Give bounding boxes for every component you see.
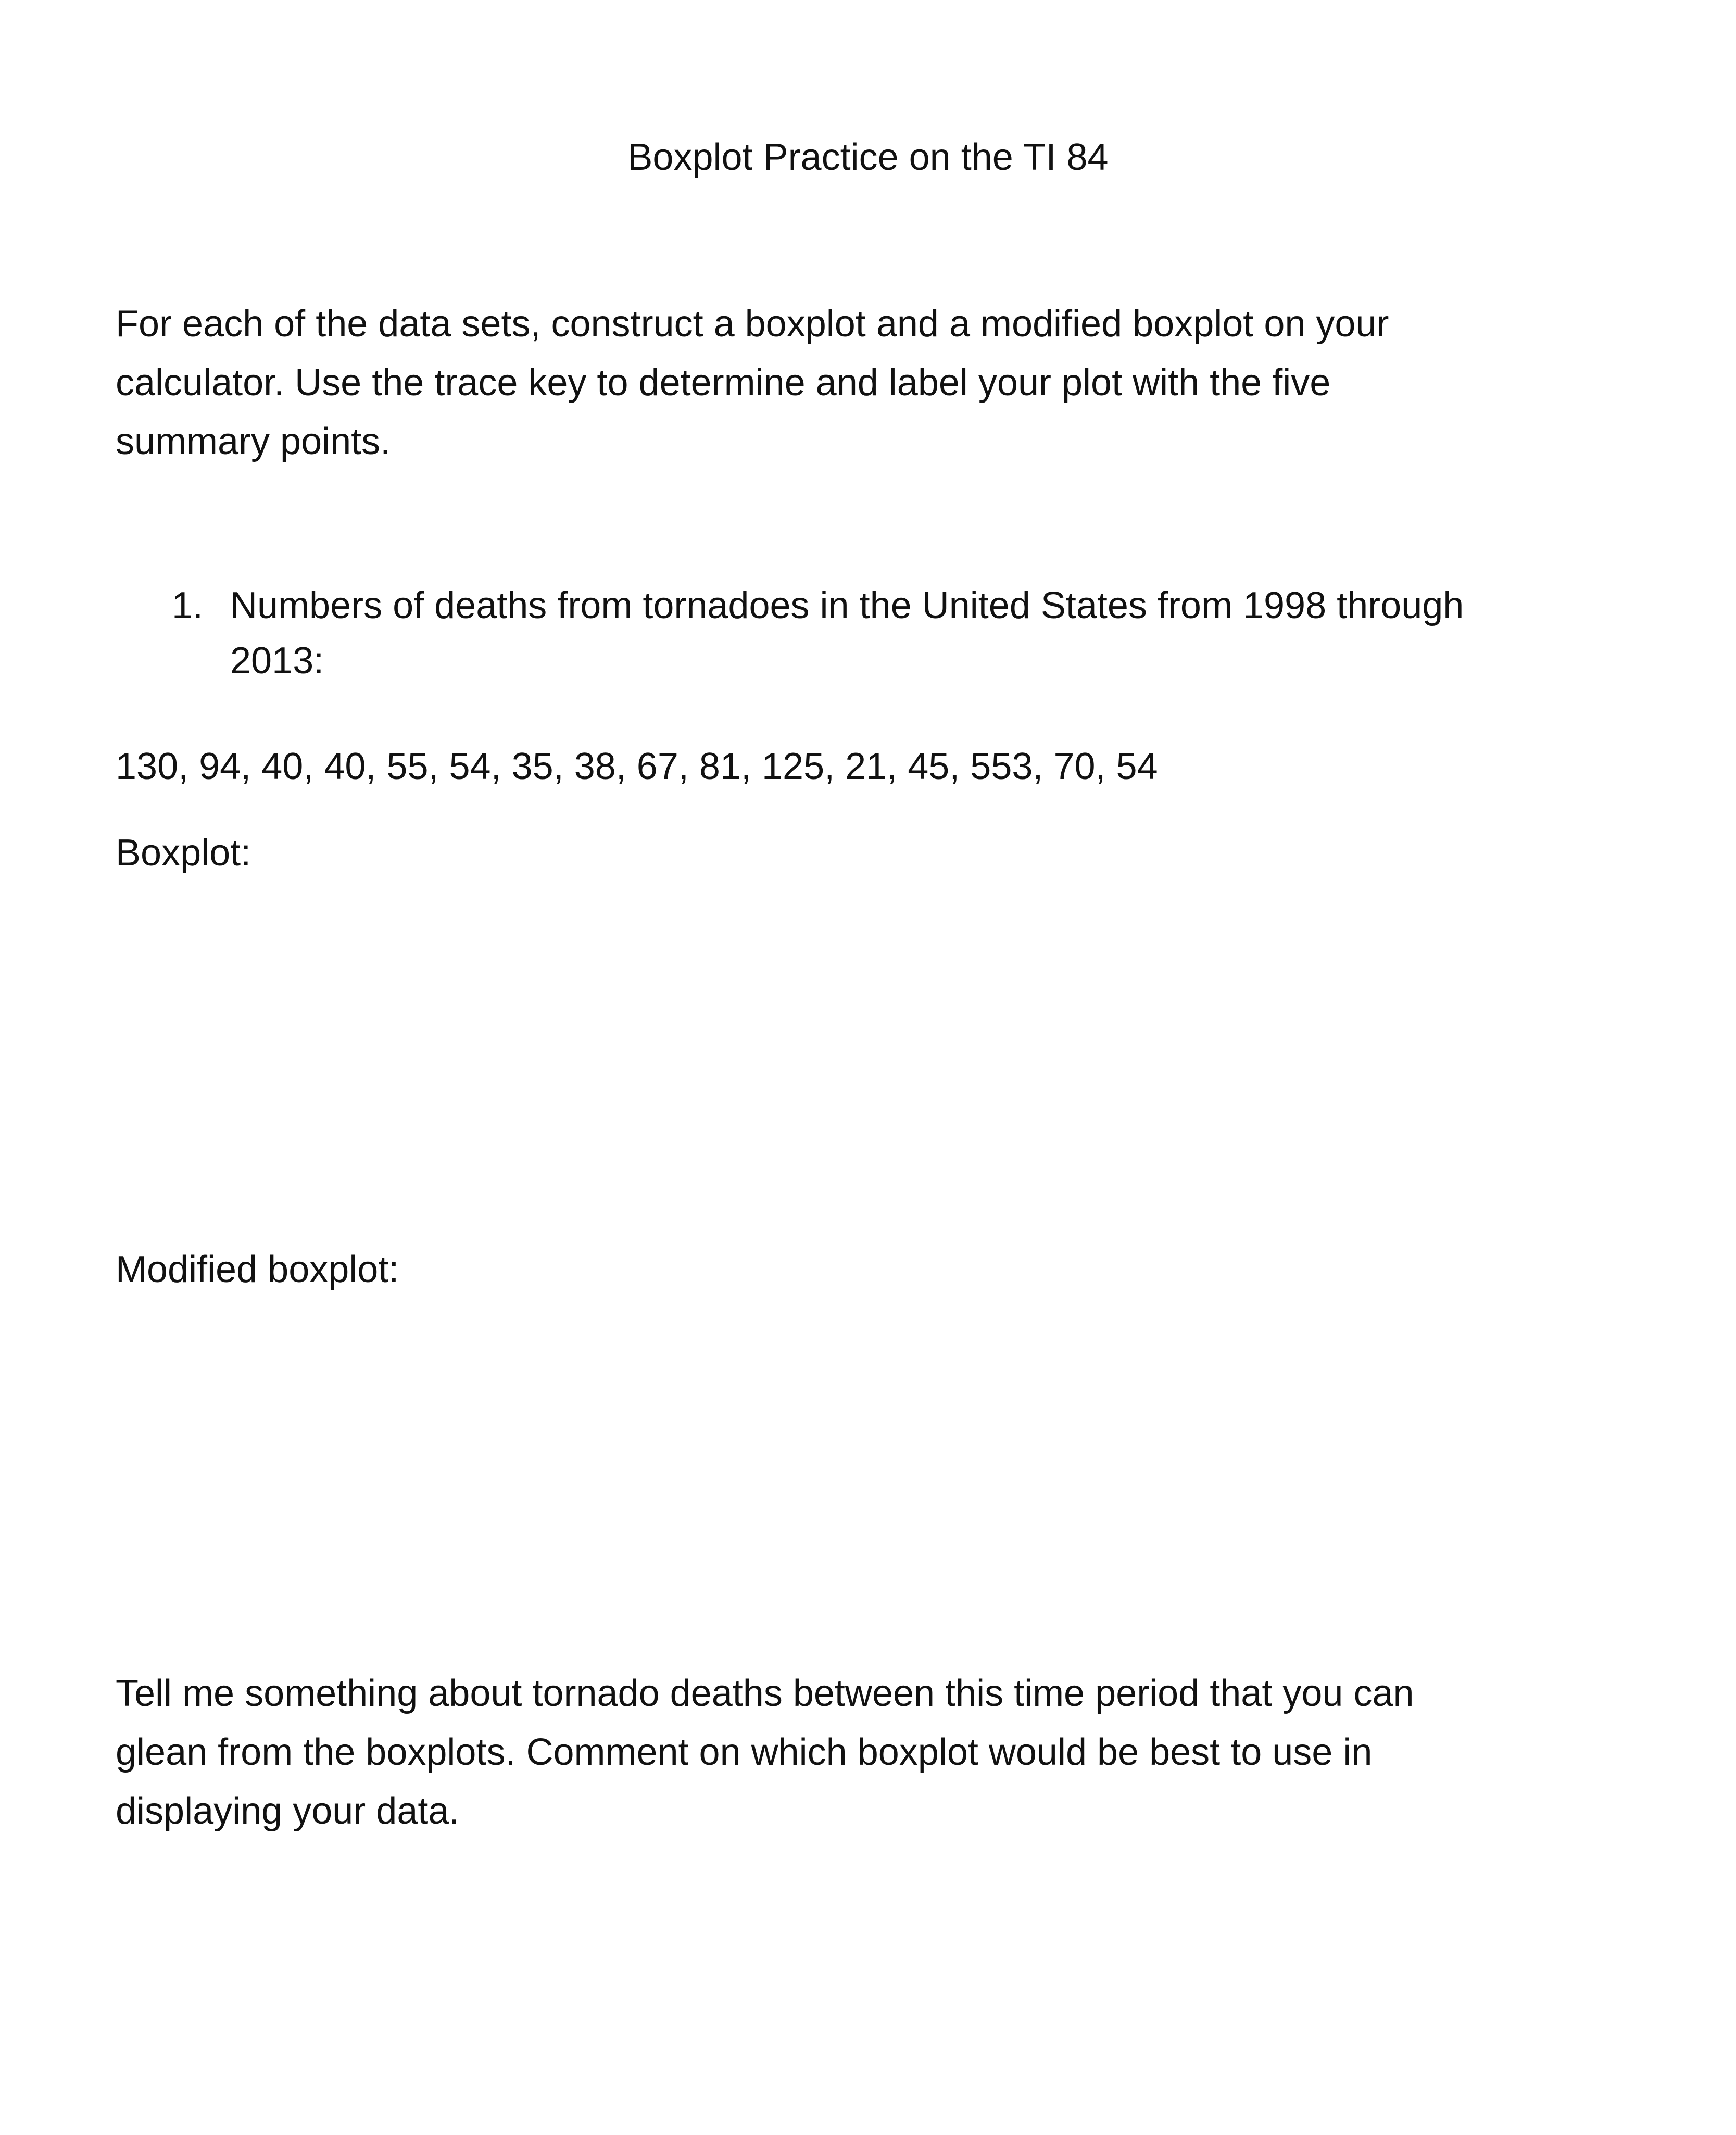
closing-question — [116, 1664, 1626, 1841]
question-text — [230, 578, 1636, 688]
closing-answer-space[interactable] — [116, 1854, 1626, 2104]
instructions-line: calculator. Use the trace key to determine and label your plot with the five — [116, 362, 1331, 404]
instructions-paragraph — [116, 295, 1626, 471]
instructions-line: summary points. — [116, 421, 391, 462]
instructions-line: For each of the data sets, construct a boxplot and a modified boxplot on your — [116, 303, 1389, 345]
closing-line: glean from the boxplots. Comment on which boxplot would be best to use in — [116, 1731, 1373, 1773]
modified-boxplot-answer-space[interactable] — [116, 1302, 1626, 1635]
question-line: 2013: — [230, 640, 324, 682]
closing-line: Tell me something about tornado deaths between this time period that you can — [116, 1673, 1414, 1714]
question-line: Numbers of deaths from tornadoes in the United States from 1998 through — [230, 585, 1464, 626]
page-title: Boxplot Practice on the TI 84 — [627, 136, 1109, 178]
closing-line: displaying your data. — [116, 1790, 460, 1832]
boxplot-label: Boxplot: — [116, 832, 251, 874]
question-number: 1. — [172, 585, 204, 626]
boxplot-answer-space[interactable] — [116, 885, 1626, 1219]
data-values: 130, 94, 40, 40, 55, 54, 35, 38, 67, 81, 125, 21, 45, 553, 70, 54 — [116, 746, 1158, 787]
modified-boxplot-label: Modified boxplot: — [116, 1249, 399, 1290]
